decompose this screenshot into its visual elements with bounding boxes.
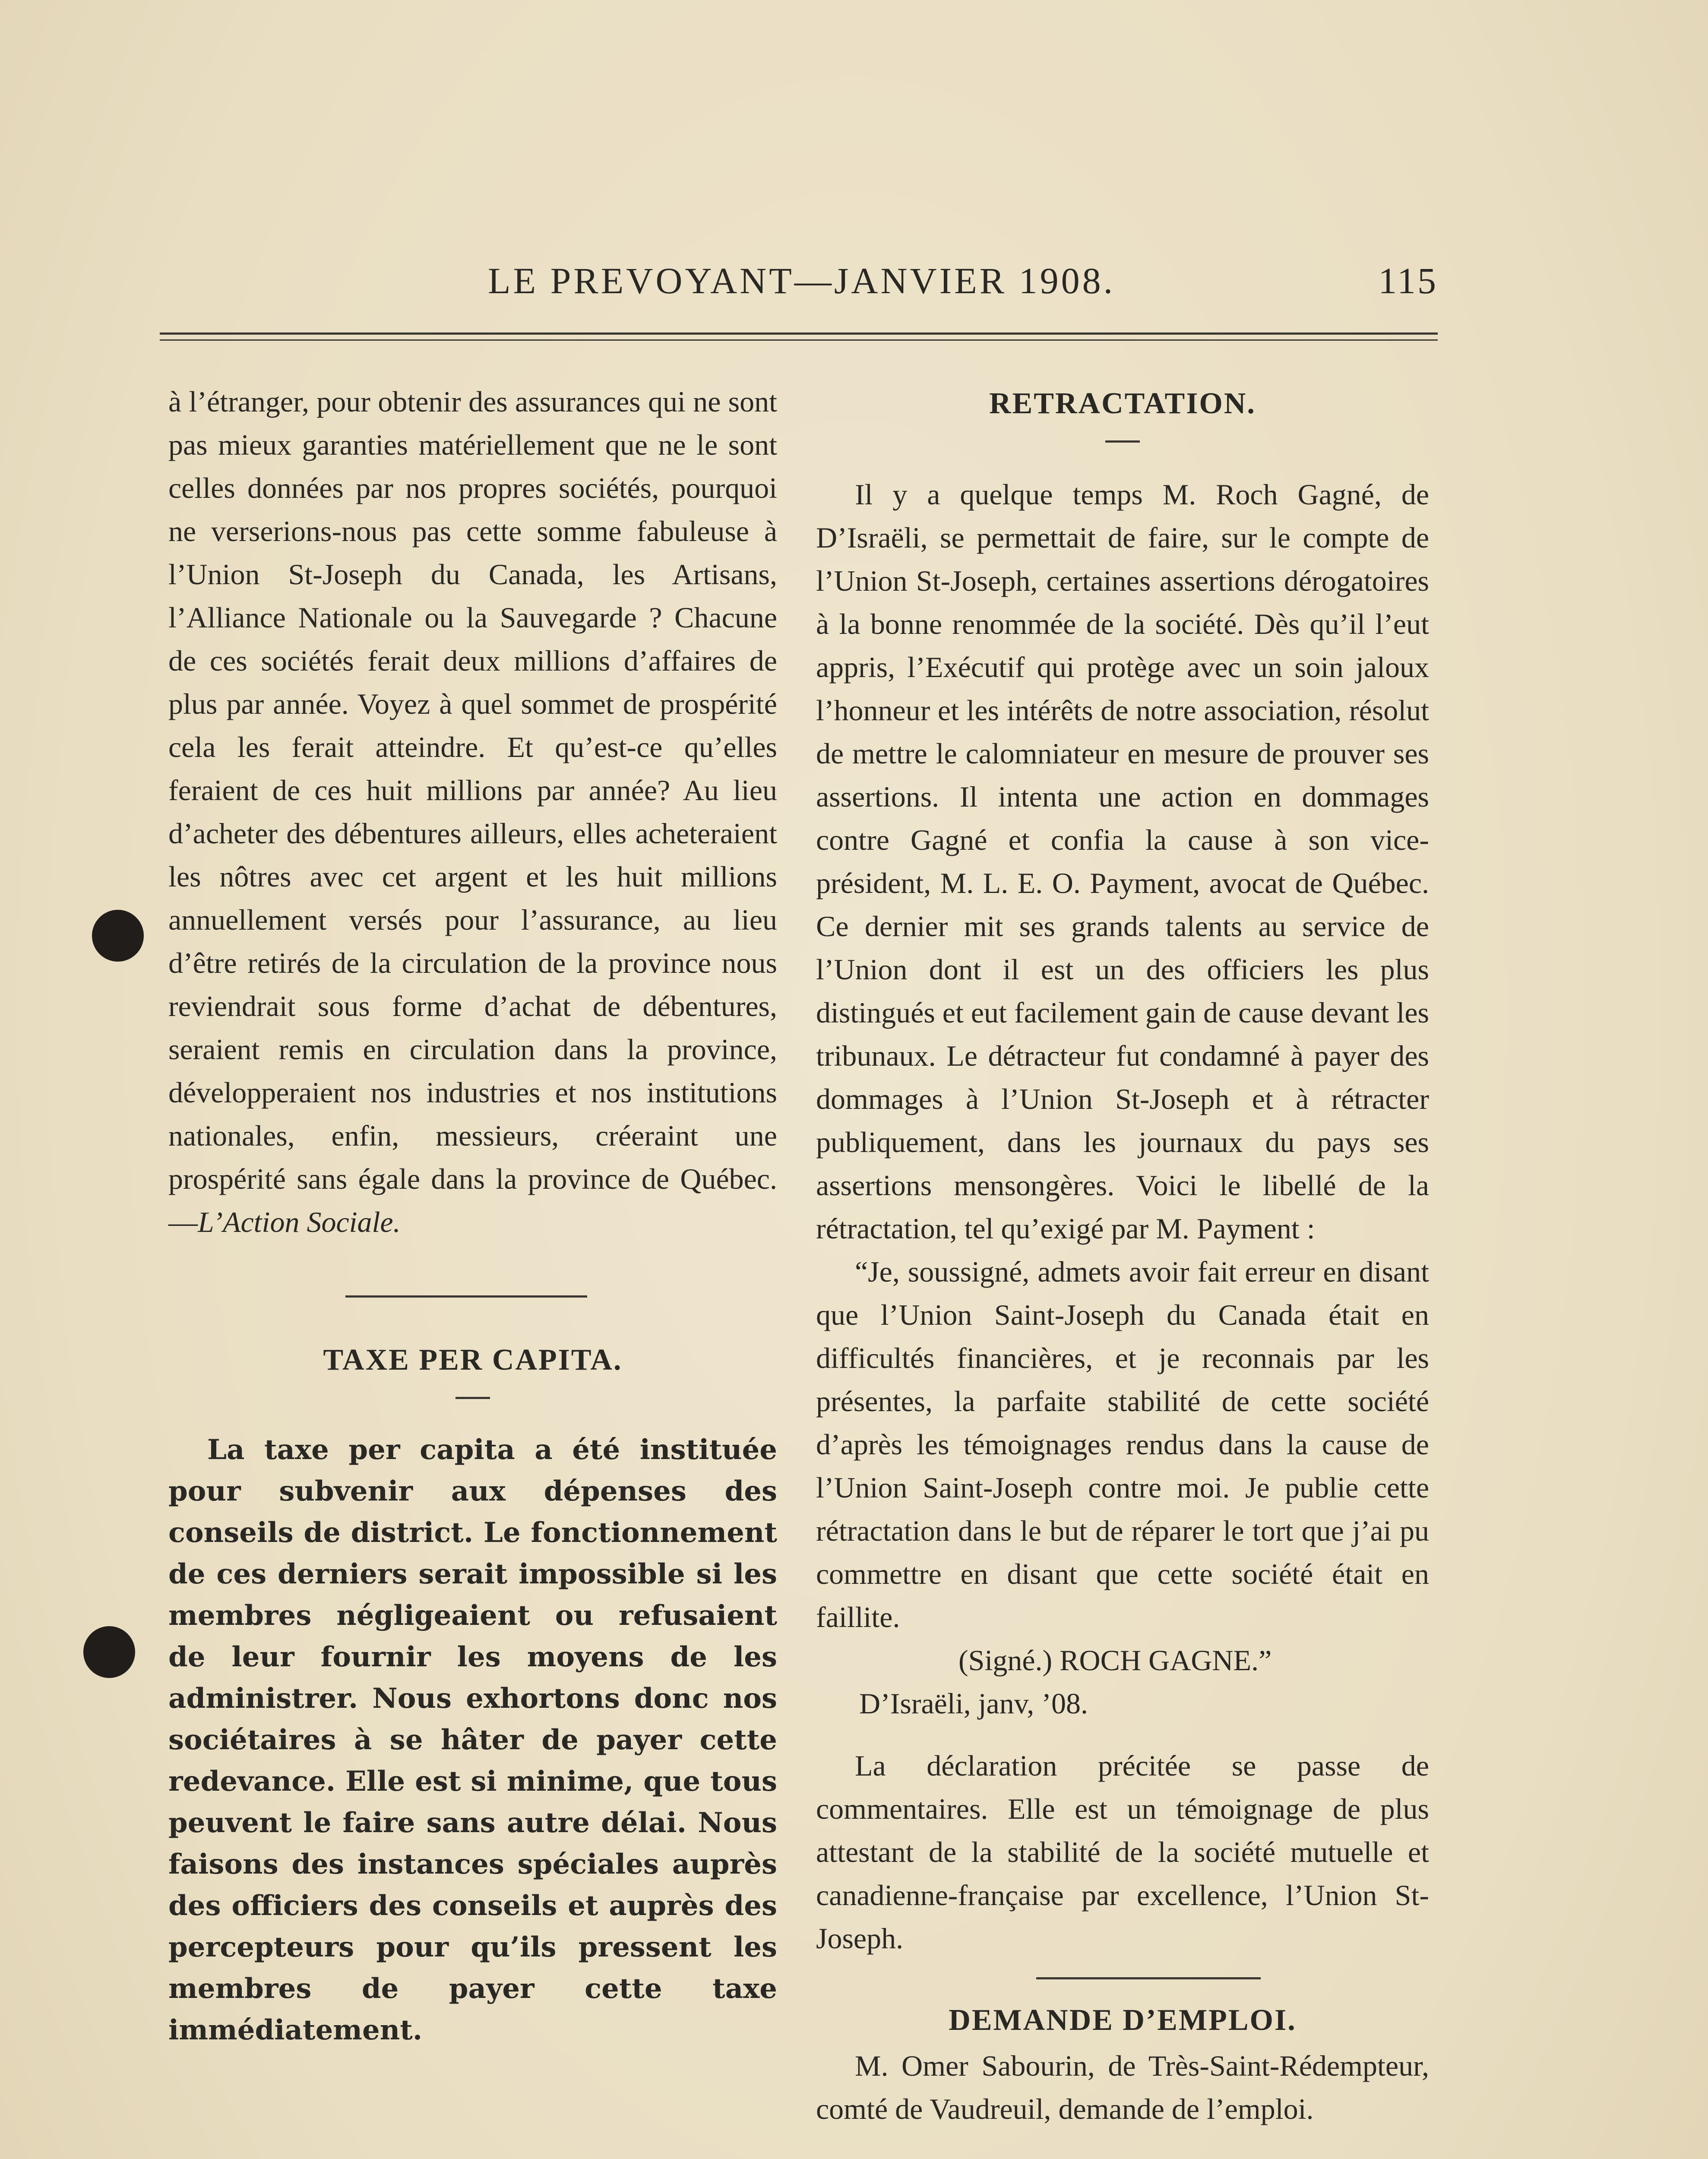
retractation-signature: (Signé.) ROCH GAGNE.” [958,1644,1272,1677]
left-column [168,380,777,2051]
journal-title: LE PREVOYANT—JANVIER 1908. [488,260,1116,301]
retractation-heading: RETRACTATION. [989,387,1256,420]
section-separator [1036,1977,1261,1979]
header-rule-thin [160,339,1438,341]
binding-hole-icon [92,910,144,962]
article-source: L’Action Sociale. [198,1206,401,1238]
section-separator [345,1295,587,1298]
running-header [160,259,1438,307]
taxe-heading: TAXE PER CAPITA. [323,1343,623,1377]
heading-dash [1105,440,1140,443]
retractation-quote: “Je, soussigné, admets avoir fait erreur en disant que l’Union Saint-Joseph du Canada était en difficultés financières, et je reconnais par les présentes, la parfaite stabilité de cette société d’après les témoignages rendus dans la cause de l’Union Saint-Joseph contre moi. Je publie cette rétractation dans le but de réparer le tort que j’ai pu commettre en disant que cette société était en faillite. [816,1255,1429,1633]
taxe-body: La taxe per capita a été instituée pour subvenir aux dépenses des conseils de district. Le fonctionnement de ces derniers serait impossible si les membres négligeaient ou refusaient de leur fournir les moyens de les administrer. Nous exhortons donc nos sociétaires à se hâter de payer cette redevance. Elle est si minime, que tous peuvent le faire sans autre délai. Nous faisons des instances spéciales auprès des officiers des conseils et auprès des percepteurs pour qu’ils pressent les membres de payer cette taxe immédiatement. [168,1434,777,2046]
page-number: 115 [1378,260,1438,301]
heading-dash [455,1397,490,1399]
header-rule [160,332,1438,335]
retractation-place-date: D’Israëli, janv, ’08. [859,1687,1088,1720]
article-continuation [168,380,777,1244]
retractation-body: Il y a quelque temps M. Roch Gagné, de D’Israëli, se permettait de faire, sur le compte de l’Union St-Joseph, certaines assertions dérogatoires à la bonne renommée de la société. Dès qu’il l’eut appris, l’Exécutif qui protège avec un soin jaloux l’honneur et les intérêts de notre association, résolut de mettre le calomniateur en mesure de prouver ses assertions. Il intenta une action en dommages contre Gagné et confia la cause à son vice-président, M. L. E. O. Payment, avocat de Québec. Ce dernier mit ses grands talents au service de l’Union dont il est un des officiers les plus distingués et eut facilement gain de cause devant les tribunaux. Le détracteur fut condamné à payer des dommages à l’Union St-Joseph et à rétracter publiquement, dans les journaux du pays ses assertions mensongères. Voici le libellé de la rétractation, tel qu’exigé par M. Payment : [816,478,1429,1245]
binding-hole-icon [83,1626,135,1678]
retractation-comment: La déclaration précitée se passe de commentaires. Elle est un témoignage de plus attestant de la stabilité de la société mutuelle et canadienne-française par excellence, l’Union St-Joseph. [816,1749,1429,1955]
emploi-body: M. Omer Sabourin, de Très-Saint-Rédempteur, comté de Vaudreuil, demande de l’emploi. [816,2049,1429,2125]
emploi-heading: DEMANDE D’EMPLOI. [949,2004,1297,2037]
right-column [816,380,1429,2131]
article-continuation-text: à l’étranger, pour obtenir des assurances qui ne sont pas mieux garanties matériellement que ne le sont celles données par nos propres sociétés, pourquoi ne verserions-nous pas cette somme fabuleuse à l’Union St-Joseph du Canada, les Artisans, l’Alliance Nationale ou la Sauvegarde ? Chacune de ces sociétés ferait deux millions d’affaires de plus par année. Voyez à quel sommet de prospérité cela les ferait atteindre. Et qu’est-ce qu’elles feraient de ces huit millions par année? Au lieu d’acheter des débentures ailleurs, elles acheteraient les nôtres avec cet argent et les huit millions annuellement versés pour l’assurance, au lieu d’être retirés de la circulation de la province nous reviendrait sous forme d’achat de débentures, seraient remis en circulation dans la province, développeraient nos industries et nos institutions nationales, enfin, messieurs, créeraint une prospérité sans égale dans la province de Québec. — [168,385,777,1238]
